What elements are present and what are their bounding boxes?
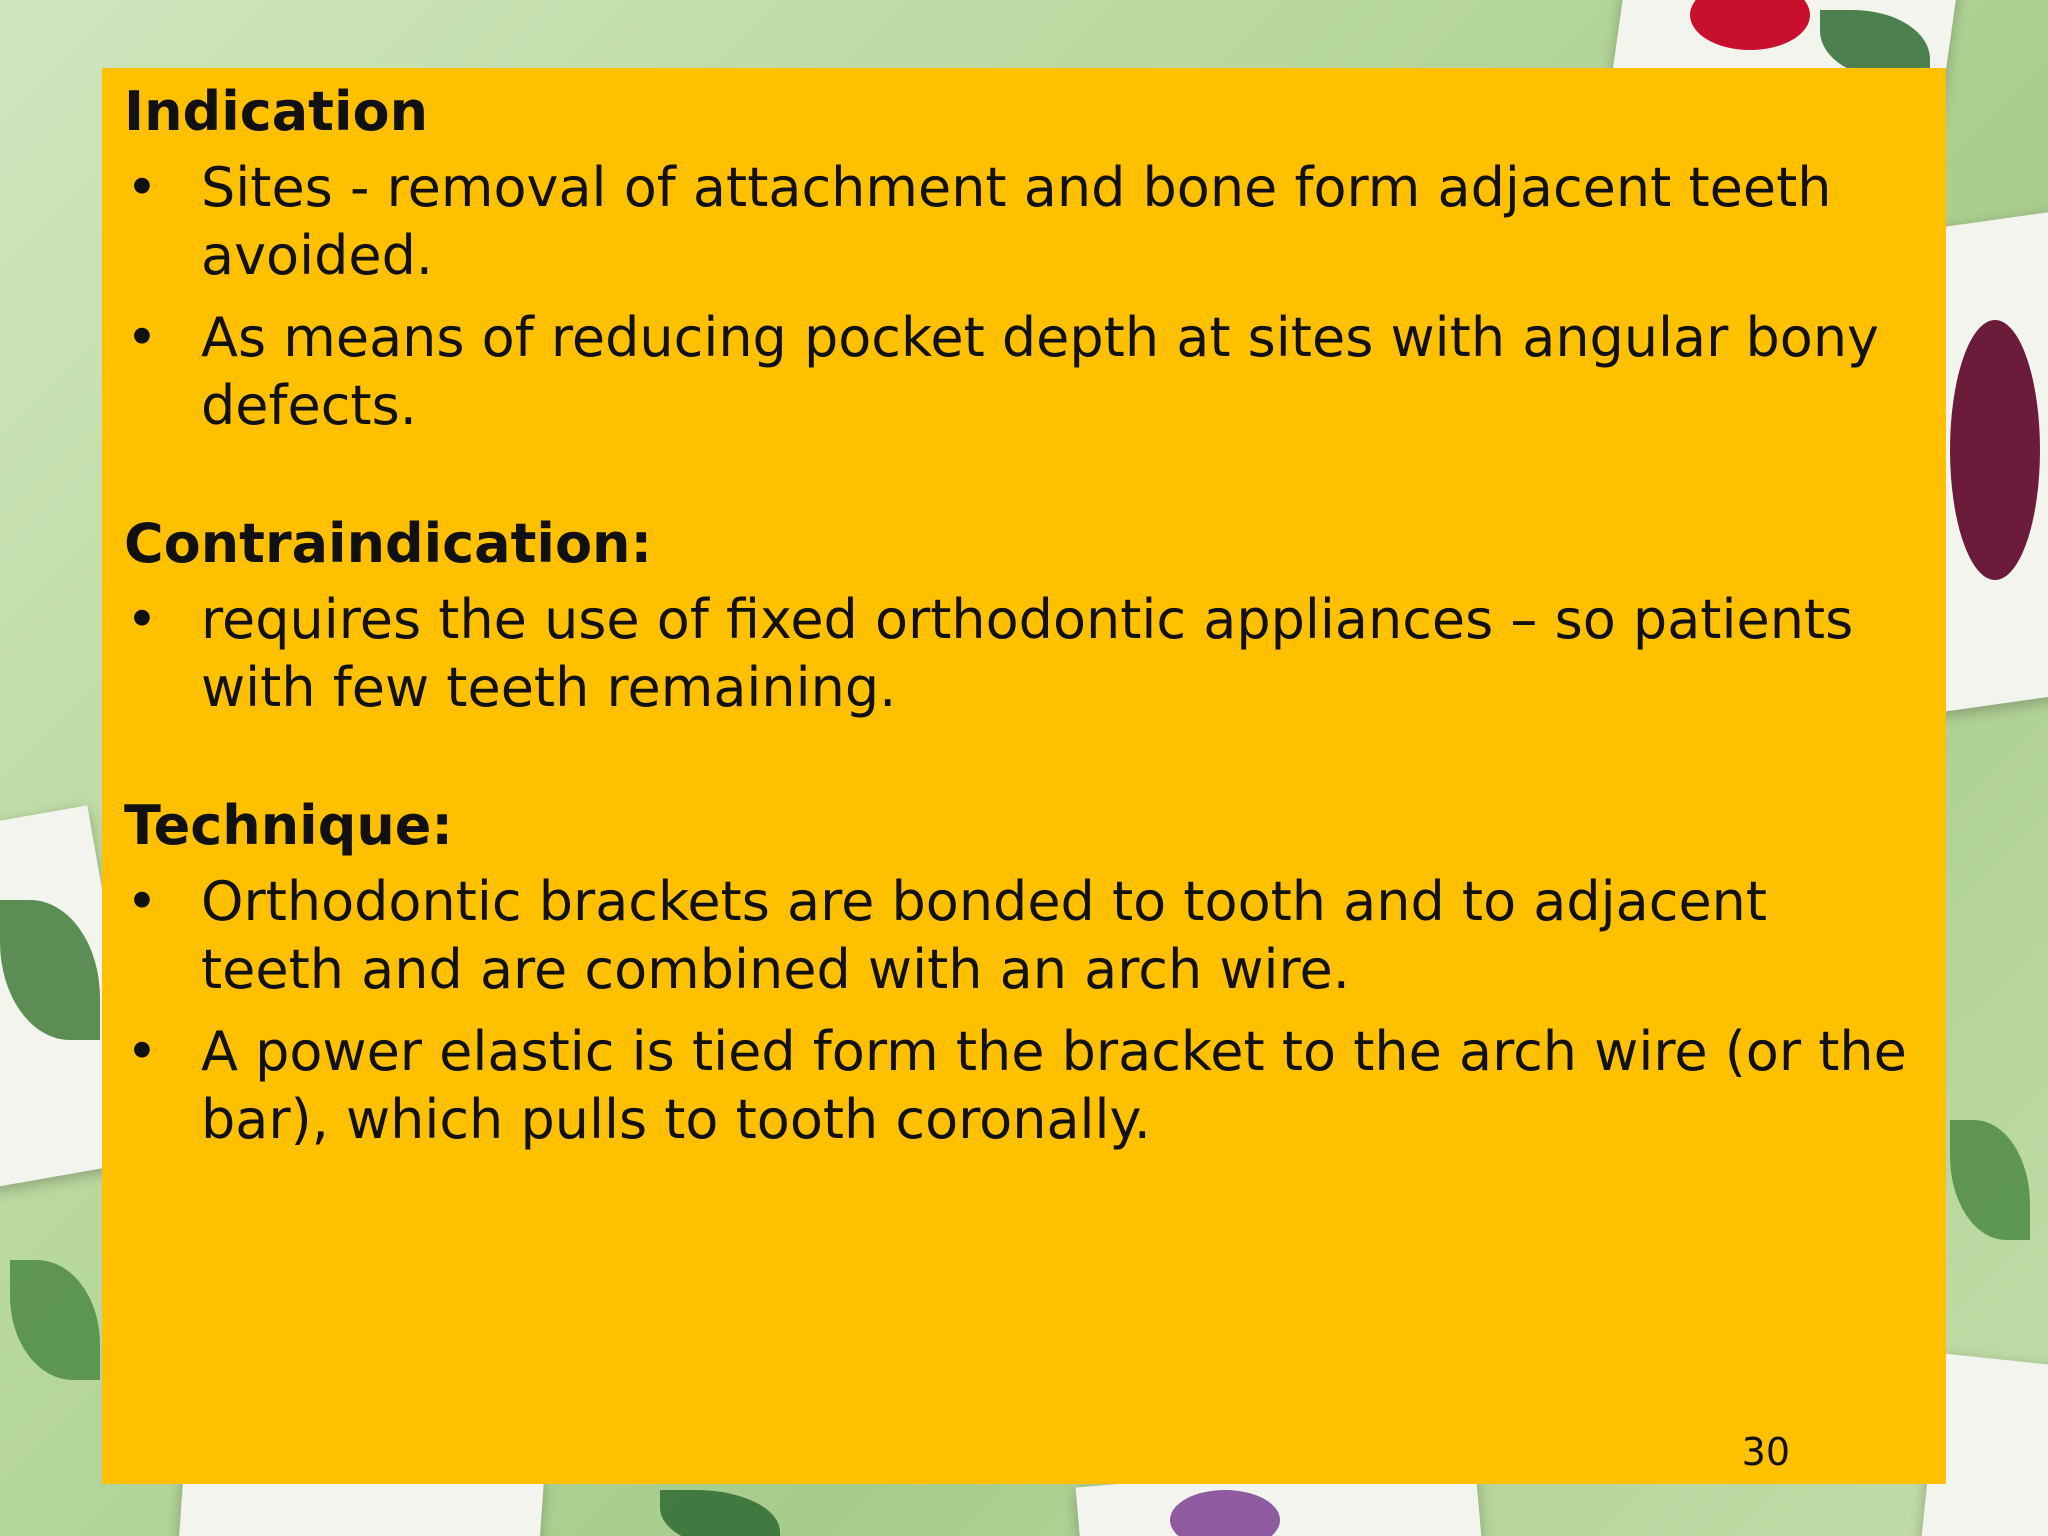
purple-flower-illustration	[1950, 320, 2040, 580]
bullet-icon: •	[126, 306, 158, 369]
bullet-list	[124, 586, 1926, 722]
leaf-illustration	[10, 1260, 100, 1380]
bullet-item	[124, 154, 1926, 290]
bullet-item	[124, 868, 1926, 1004]
bullet-item	[124, 304, 1926, 440]
bullet-icon: •	[126, 870, 158, 933]
technique-section	[124, 794, 1926, 1154]
section-heading: Contraindication:	[124, 512, 653, 575]
bullet-list	[124, 868, 1926, 1154]
page-number: 30	[1741, 1430, 1790, 1474]
section-heading: Technique:	[124, 794, 454, 857]
leaf-illustration	[660, 1490, 780, 1536]
bullet-text: As means of reducing pocket depth at sites with angular bony defects.	[201, 306, 1880, 437]
section-heading: Indication	[124, 80, 429, 143]
content-panel	[102, 68, 1946, 1484]
bullet-text: requires the use of fixed orthodontic appliances – so patients with few teeth remaining.	[201, 588, 1854, 719]
bullet-text: Orthodontic brackets are bonded to tooth and to adjacent teeth and are combined with an arch wire.	[201, 870, 1768, 1001]
bullet-item	[124, 586, 1926, 722]
bullet-icon: •	[126, 588, 158, 651]
indication-section	[124, 80, 1926, 440]
bullet-text: A power elastic is tied form the bracket to the arch wire (or the bar), which pulls to tooth coronally.	[201, 1020, 1907, 1151]
bullet-text: Sites - removal of attachment and bone form adjacent teeth avoided.	[201, 156, 1832, 287]
bullet-icon: •	[126, 1020, 158, 1083]
bullet-list	[124, 154, 1926, 440]
bullet-item	[124, 1018, 1926, 1154]
contraindication-section	[124, 512, 1926, 722]
leaf-illustration	[1950, 1120, 2030, 1240]
bullet-icon: •	[126, 156, 158, 219]
